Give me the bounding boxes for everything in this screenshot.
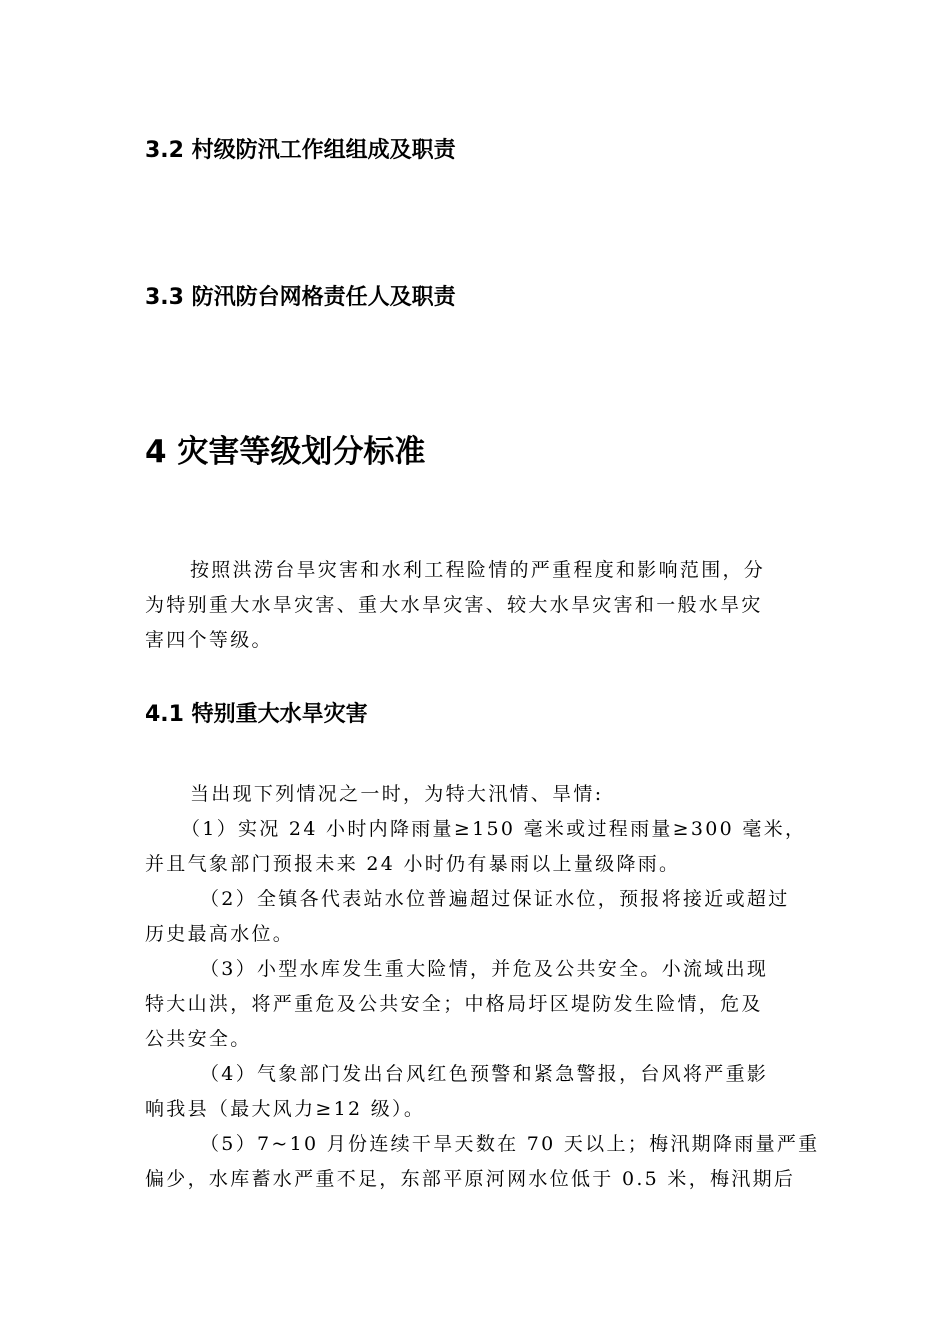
item-5-line: 偏少，水库蓄水严重不足，东部平原河网水位低于 0.5 米，梅汛期后 (145, 1168, 796, 1190)
chapter-heading-4: 4 灾害等级划分标准 (145, 434, 426, 470)
intro-paragraph (145, 553, 805, 658)
item-3-line: 特大山洪，将严重危及公共安全；中格局圩区堤防发生险情，危及 (145, 993, 763, 1015)
section-heading-3-2: 3.2 村级防汛工作组组成及职责 (145, 138, 456, 163)
item-4-line: 响我县（最大风力≥12 级）。 (145, 1098, 426, 1120)
intro-line: 按照洪涝台旱灾害和水利工程险情的严重程度和影响范围，分 (190, 559, 766, 581)
criteria-paragraph (145, 777, 820, 1197)
item-2-line: 历史最高水位。 (145, 923, 295, 945)
lead-line: 当出现下列情况之一时，为特大汛情、旱情: (190, 783, 604, 805)
intro-line: 害四个等级。 (145, 629, 273, 651)
item-1-line: （1）实况 24 小时内降雨量≥150 毫米或过程雨量≥300 毫米， (181, 818, 807, 840)
intro-line: 为特别重大水旱灾害、重大水旱灾害、较大水旱灾害和一般水旱灾 (145, 594, 763, 616)
item-4-line: （4）气象部门发出台风红色预警和紧急警报，台风将严重影 (200, 1063, 769, 1085)
section-heading-3-3: 3.3 防汛防台网格责任人及职责 (145, 285, 456, 310)
item-1-line: 并且气象部门预报未来 24 小时仍有暴雨以上量级降雨。 (145, 853, 681, 875)
section-heading-4-1: 4.1 特别重大水旱灾害 (145, 702, 368, 727)
item-2-line: （2）全镇各代表站水位普遍超过保证水位，预报将接近或超过 (200, 888, 790, 910)
item-3-line: 公共安全。 (145, 1028, 252, 1050)
item-5-line: （5）7~10 月份连续干旱天数在 70 天以上；梅汛期降雨量严重 (200, 1133, 820, 1155)
item-3-line: （3）小型水库发生重大险情，并危及公共安全。小流域出现 (200, 958, 769, 980)
